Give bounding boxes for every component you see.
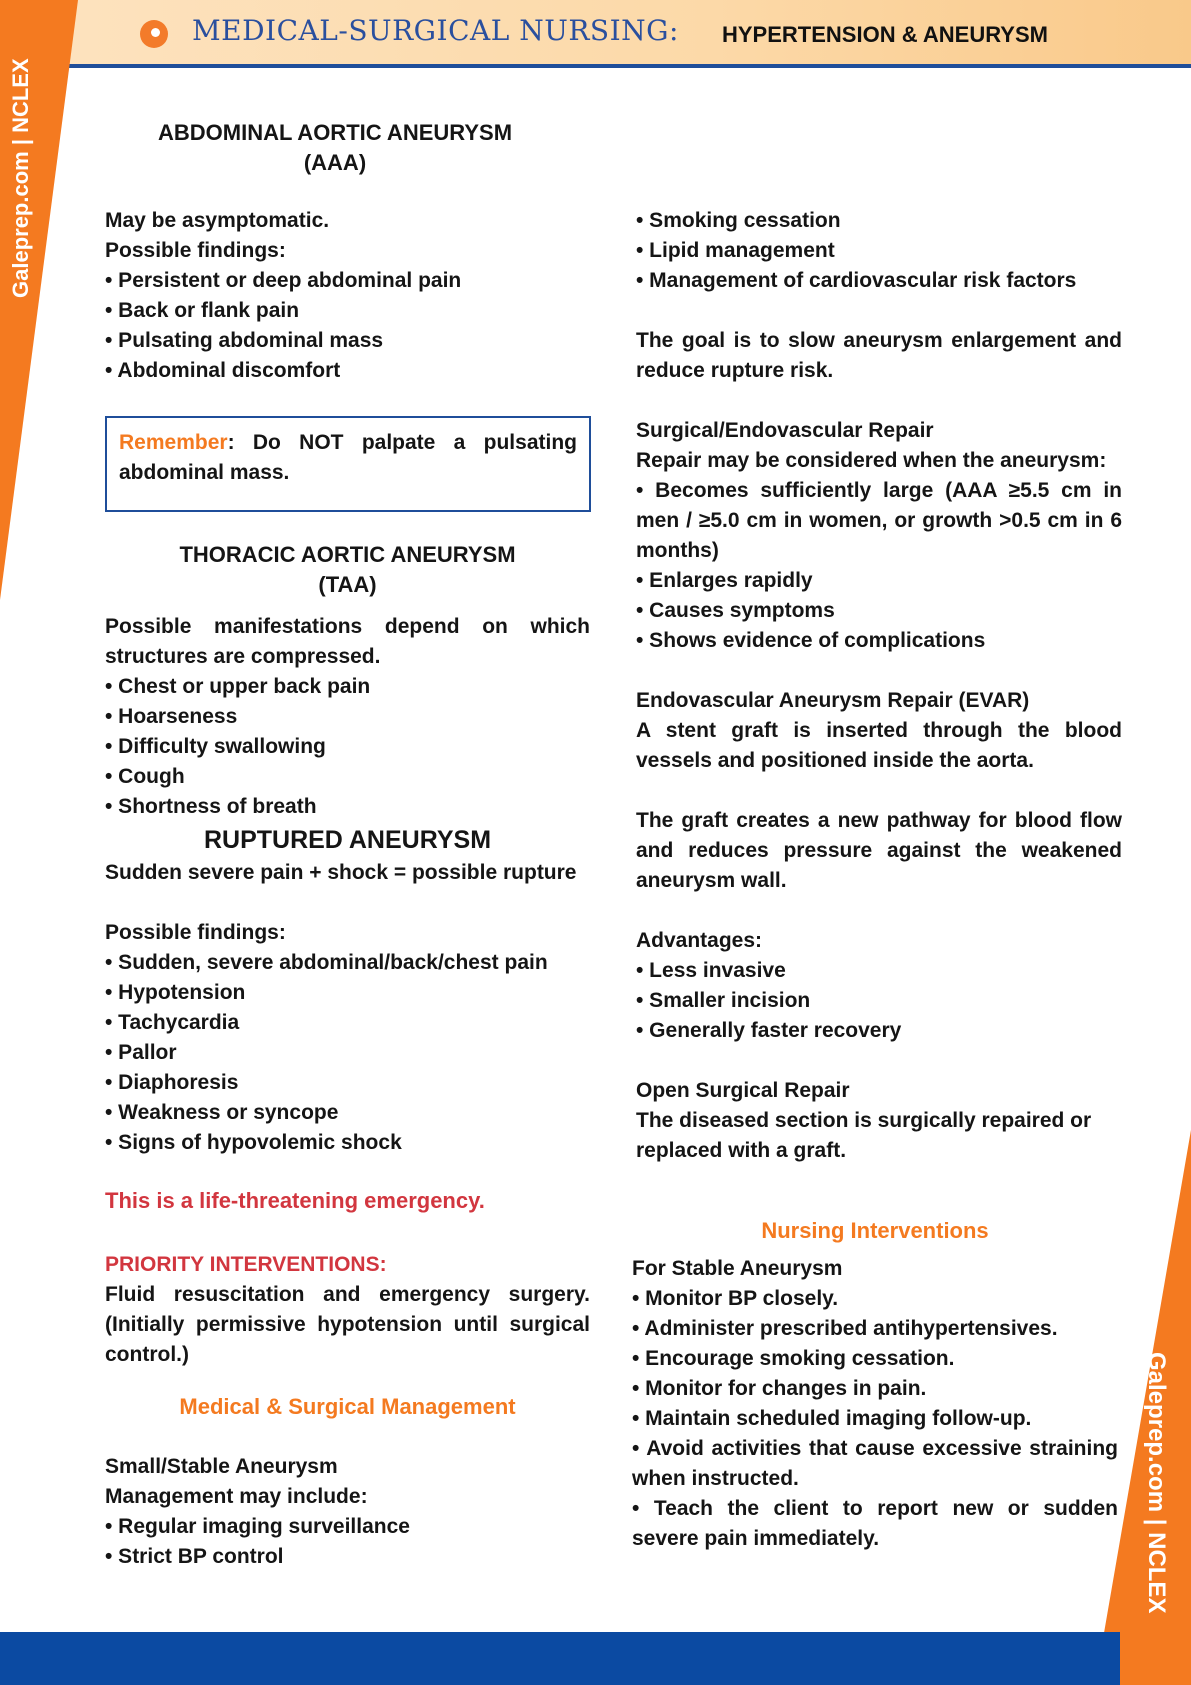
nursing-interventions	[632, 1218, 1118, 1554]
left-column	[105, 118, 590, 1572]
ruptured-findings-label: Possible findings:	[105, 921, 286, 944]
evar-label: Endovascular Aneurysm Repair (EVAR)	[636, 689, 1030, 712]
list-item: • Enlarges rapidly	[636, 569, 813, 592]
logo-icon	[140, 20, 168, 48]
page-subtitle: HYPERTENSION & ANEURYSM	[722, 22, 1048, 47]
page-header	[0, 0, 1191, 68]
list-item: • Cough	[105, 765, 185, 788]
taa-intro: Possible manifestations depend on which structures are compressed.	[105, 615, 590, 668]
nursing-heading: Nursing Interventions	[761, 1218, 989, 1243]
page-title: MEDICAL-SURGICAL NURSING:	[192, 14, 679, 47]
list-item: • Maintain scheduled imaging follow-up.	[632, 1407, 1032, 1430]
list-item: • Sudden, severe abdominal/back/chest pain	[105, 951, 548, 974]
priority-label: PRIORITY INTERVENTIONS:	[105, 1253, 387, 1276]
list-item: • Tachycardia	[105, 1011, 240, 1034]
aaa-intro: May be asymptomatic.	[105, 209, 330, 232]
list-item: • Monitor for changes in pain.	[632, 1377, 927, 1400]
remember-text: : Do NOT palpate a pulsating abdominal mass.	[119, 431, 577, 484]
small-aneurysm-label: Small/Stable Aneurysm	[105, 1455, 338, 1478]
management-heading: Medical & Surgical Management	[179, 1394, 516, 1419]
open-repair-label: Open Surgical Repair	[636, 1079, 850, 1102]
repair-intro: Repair may be considered when the aneurysm:	[636, 449, 1107, 472]
remember-box	[105, 416, 591, 512]
list-item: • Becomes sufficiently large (AAA ≥5.5 cm in men / ≥5.0 cm in women, or growth >0.5 cm in 6 months)	[636, 479, 1122, 562]
right-column	[636, 206, 1122, 1166]
list-item: • Shows evidence of complications	[636, 629, 986, 652]
management-goal: The goal is to slow aneurysm enlargement and reduce rupture risk.	[636, 329, 1122, 382]
list-item: • Shortness of breath	[105, 795, 317, 818]
list-item: • Regular imaging surveillance	[105, 1515, 410, 1538]
list-item: • Pulsating abdominal mass	[105, 329, 384, 352]
list-item: • Lipid management	[636, 239, 835, 262]
repair-label: Surgical/Endovascular Repair	[636, 419, 934, 442]
list-item: • Back or flank pain	[105, 299, 300, 322]
emergency-note: This is a life-threatening emergency.	[105, 1188, 485, 1213]
priority-text: Fluid resuscitation and emergency surgery. (Initially permissive hypotension until surgical control.)	[105, 1283, 590, 1366]
left-side-text: Galeprep.com | NCLEX	[8, 58, 33, 298]
taa-heading: THORACIC AORTIC ANEURYSM (TAA)	[179, 542, 516, 597]
ruptured-intro: Sudden severe pain + shock = possible rupture	[105, 861, 577, 884]
open-repair-text: The diseased section is surgically repaired or replaced with a graft.	[636, 1109, 1092, 1162]
list-item: • Management of cardiovascular risk factors	[636, 269, 1077, 292]
right-side-text: Galeprep.com | NCLEX	[1143, 1352, 1170, 1614]
ruptured-heading: RUPTURED ANEURYSM	[203, 826, 492, 854]
aaa-heading: ABDOMINAL AORTIC ANEURYSM (AAA)	[157, 120, 513, 175]
list-item: • Pallor	[105, 1041, 177, 1064]
advantages-label: Advantages:	[636, 929, 763, 952]
evar-text-2: The graft creates a new pathway for blood flow and reduces pressure against the weakened aneurysm wall.	[636, 809, 1122, 892]
list-item: • Generally faster recovery	[636, 1019, 902, 1042]
list-item: • Avoid activities that cause excessive straining when instructed.	[632, 1437, 1118, 1490]
list-item: • Encourage smoking cessation.	[632, 1347, 955, 1370]
list-item: • Diaphoresis	[105, 1071, 239, 1094]
list-item: • Administer prescribed antihypertensives.	[632, 1317, 1058, 1340]
list-item: • Signs of hypovolemic shock	[105, 1131, 402, 1154]
remember-label: Remember	[119, 431, 228, 454]
management-may-include: Management may include:	[105, 1485, 368, 1508]
list-item: • Persistent or deep abdominal pain	[105, 269, 462, 292]
stable-label: For Stable Aneurysm	[632, 1257, 843, 1280]
list-item: • Strict BP control	[105, 1545, 284, 1568]
list-item: • Teach the client to report new or sudden severe pain immediately.	[632, 1497, 1118, 1550]
list-item: • Smoking cessation	[636, 209, 841, 232]
list-item: • Less invasive	[636, 959, 786, 982]
list-item: • Monitor BP closely.	[632, 1287, 839, 1310]
evar-text: A stent graft is inserted through the blood vessels and positioned inside the aorta.	[636, 719, 1122, 772]
list-item: • Smaller incision	[636, 989, 811, 1012]
list-item: • Hoarseness	[105, 705, 238, 728]
list-item: • Weakness or syncope	[105, 1101, 339, 1124]
list-item: • Difficulty swallowing	[105, 735, 326, 758]
list-item: • Hypotension	[105, 981, 246, 1004]
list-item: • Causes symptoms	[636, 599, 835, 622]
aaa-findings-label: Possible findings:	[105, 239, 286, 262]
list-item: • Abdominal discomfort	[105, 359, 341, 382]
footer-bar	[0, 1632, 1120, 1685]
list-item: • Chest or upper back pain	[105, 675, 371, 698]
